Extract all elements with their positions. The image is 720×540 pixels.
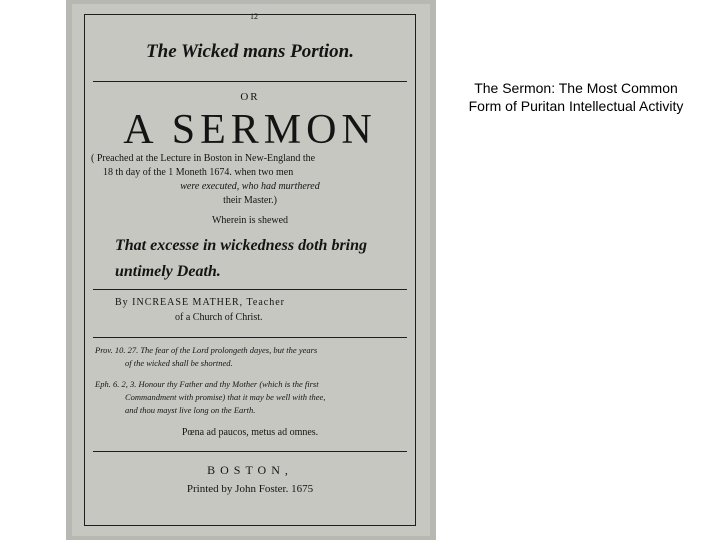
wherein-line: Wherein is shewed	[211, 215, 289, 226]
author-line-2: of a Church of Christ.	[175, 312, 263, 323]
rule-top	[93, 81, 407, 82]
rule-middle-2	[93, 337, 407, 338]
title-line: The Wicked mans Portion.	[146, 41, 354, 62]
preached-line-2: 18 th day of the 1 Moneth 1674. when two men	[103, 167, 294, 178]
rule-middle-1	[93, 289, 407, 290]
or-line: OR	[240, 91, 260, 103]
latin-motto: Pœna ad paucos, metus ad omnes.	[181, 427, 319, 438]
excess-line-1: That excesse in wickedness doth bring	[115, 237, 368, 254]
eph-line-2: Commandment with promise) that it may be well with thee,	[125, 392, 326, 402]
title-page-border	[84, 14, 416, 526]
eph-line-3: and thou mayst live long on the Earth.	[125, 405, 256, 415]
preached-line-4: their Master.)	[223, 195, 277, 206]
rule-bottom	[93, 451, 407, 452]
sermon-heading: A SERMON	[123, 107, 377, 153]
preached-line-1: ( Preached at the Lecture in Boston in New-England the	[91, 153, 316, 164]
prov-line-2: of the wicked shall be shortned.	[125, 358, 233, 368]
title-page-scan	[66, 0, 436, 540]
imprint-city: BOSTON,	[207, 463, 293, 477]
preached-line-3: were executed, who had murthered	[180, 181, 320, 192]
prov-line-1: Prov. 10. 27. The fear of the Lord prolongeth dayes, but the years	[95, 345, 318, 355]
page-number: 12	[250, 12, 258, 21]
slide-caption: The Sermon: The Most Common Form of Puritan Intellectual Activity	[468, 80, 684, 114]
eph-line-1: Eph. 6. 2, 3. Honour thy Father and thy Mother (which is the first	[95, 379, 319, 389]
paper-leaf	[72, 4, 430, 536]
imprint-printer: Printed by John Foster. 1675	[186, 483, 314, 495]
excess-line-2: untimely Death.	[115, 263, 221, 280]
author-line-1: By INCREASE MATHER, Teacher	[115, 297, 285, 308]
